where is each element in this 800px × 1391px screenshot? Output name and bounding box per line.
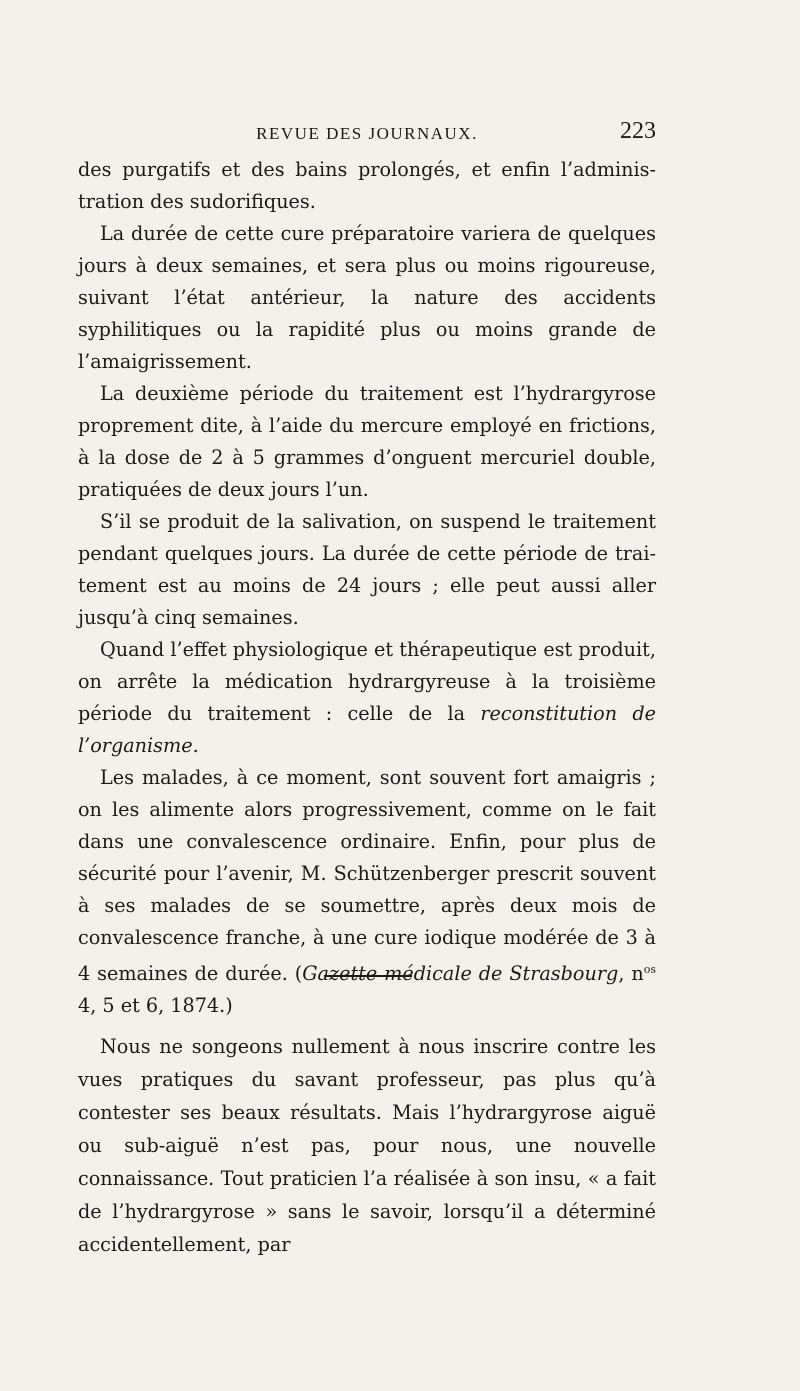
paragraph-text: , n <box>618 962 644 985</box>
page-header <box>78 118 656 150</box>
italic-phrase: reconstitution de l’organisme. <box>78 702 656 757</box>
paragraph-continuation: des purgatifs et des bains prolongés, et enfin l’administration des sudorifiques. <box>78 158 656 213</box>
running-head: REVUE DES JOURNAUX. <box>256 124 478 143</box>
paragraph-text: 4, 5 et 6, 1874.) <box>78 994 233 1017</box>
paragraph <box>78 634 656 762</box>
paragraph: La durée de cette cure préparatoire variera de quelques jours à deux semaines, et sera plus ou moins rigoureuse, suivant l’état antérieur, la nature des accidents syphilitiques ou la rapidité plus ou moins grande de l’amaigrissement. <box>78 222 656 373</box>
section-divider <box>324 975 412 977</box>
paragraph: La deuxième période du traitement est l’hydrargyrose proprement dite, à l’aide du mercure employé en frictions, à la dose de 2 à 5 grammes d’onguent mercuriel double, pratiquées de deux jours l’un. <box>78 382 656 501</box>
paragraph-text: Les malades, à ce moment, sont souvent fort amaigris ; on les alimente alors progressivement, comme on le fait dans une convalescence ordinaire. Enfin, pour plus de sécurité pour l’avenir, M. Schützenberger prescrit souvent à ses malades de se soumettre, après deux mois de convalescence franche, à une cure iodique modérée de 3 à 4 semaines de durée. ( <box>78 766 656 985</box>
citation-title: Gazette médicale de Strasbourg <box>302 962 619 985</box>
main-text <box>78 154 656 1022</box>
superscript: os <box>643 963 656 976</box>
paragraph <box>78 762 656 1022</box>
paragraph-text: Quand l’effet physiologique et thérapeutique est produit, on arrête la médication hydrargyreuse à la troisième période du traitement : celle de la <box>78 638 656 725</box>
page-number: 223 <box>620 118 656 144</box>
paragraph: Nous ne songeons nullement à nous inscrire contre les vues pratiques du savant professeur, pas plus qu’à contester ses beaux résultats. Mais l’hydrargyrose aiguë ou sub-aiguë n’est pas, pour nous, une nouvelle connaissance. Tout praticien l’a réalisée à son insu, « a fait de l’hydrargyrose » sans le savoir, lorsqu’il a déterminé accidentellement, par <box>78 1035 656 1256</box>
commentary-text <box>78 1030 656 1261</box>
paragraph: S’il se produit de la salivation, on suspend le traitement pendant quelques jours. La durée de cette période de traitement est au moins de 24 jours ; elle peut aussi aller jusqu’à cinq semaines. <box>78 510 656 629</box>
